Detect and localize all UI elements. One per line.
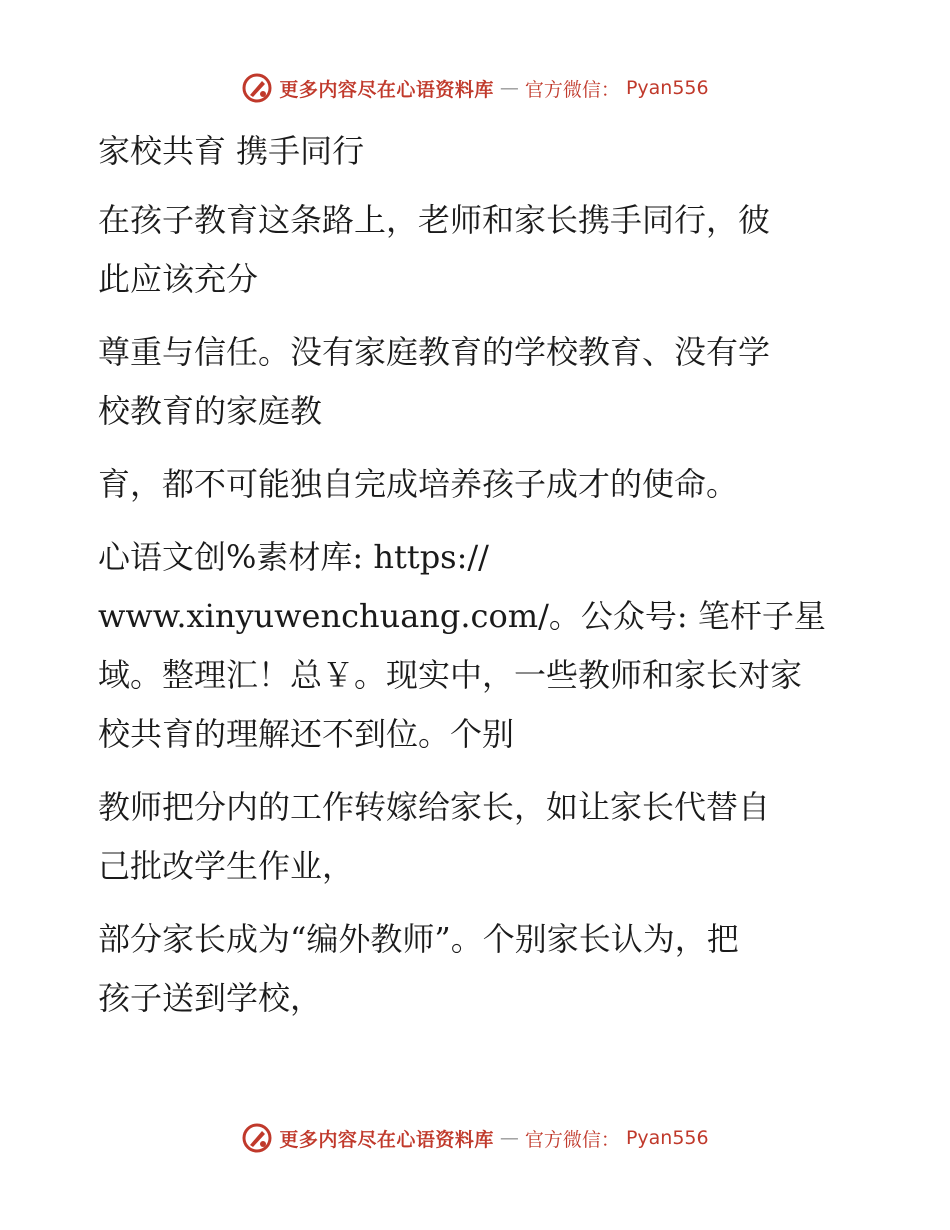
paragraph-line: 心语文创%素材库: https:// — [98, 538, 489, 576]
banner-separator: — — [499, 1127, 519, 1149]
banner-official-label: 官方微信： — [524, 1128, 620, 1151]
banner-wechat-id: Pyan556 — [625, 77, 709, 99]
paragraph-line: 孩子送到学校， — [98, 979, 323, 1017]
paragraph-line: 校教育的家庭教 — [98, 392, 323, 430]
paragraph-line: 家校共育 携手同行 — [98, 132, 365, 170]
paragraph-line: 域。整理汇！总￥。现实中，一些教师和家长对家 — [98, 656, 803, 694]
banner-official-label: 官方微信： — [524, 78, 620, 101]
pen-logo-icon — [241, 72, 273, 104]
paragraph-line: www.xinyuwenchuang.com/。公众号: 笔杆子星 — [98, 597, 826, 635]
paragraph-line: 在孩子教育这条路上，老师和家长携手同行，彼 — [98, 201, 771, 239]
footer-banner — [0, 1122, 950, 1154]
paragraph — [98, 191, 858, 309]
paragraph-line: 此应该充分 — [98, 260, 259, 298]
pen-logo-icon — [241, 1122, 273, 1154]
document-body — [98, 122, 858, 1042]
paragraph-line: 校共育的理解还不到位。个别 — [98, 715, 515, 753]
paragraph-line: 尊重与信任。没有家庭教育的学校教育、没有学 — [98, 333, 771, 371]
paragraph-line: 教师把分内的工作转嫁给家长，如让家长代替自 — [98, 788, 771, 826]
paragraph — [98, 778, 858, 896]
header-banner — [0, 72, 950, 104]
banner-wechat-id: Pyan556 — [625, 1127, 709, 1149]
paragraph-line: 育，都不可能独自完成培养孩子成才的使命。 — [98, 465, 739, 503]
paragraph — [98, 455, 858, 514]
paragraph-line: 己批改学生作业， — [98, 847, 355, 885]
document-title — [98, 122, 858, 181]
paragraph — [98, 910, 858, 1028]
banner-brand: 更多内容尽在心语资料库 — [279, 78, 494, 101]
banner-brand: 更多内容尽在心语资料库 — [279, 1128, 494, 1151]
banner-separator: — — [499, 77, 519, 99]
paragraph-line: 部分家长成为“编外教师”。个别家长认为，把 — [98, 920, 739, 958]
paragraph — [98, 323, 858, 441]
paragraph — [98, 528, 858, 764]
